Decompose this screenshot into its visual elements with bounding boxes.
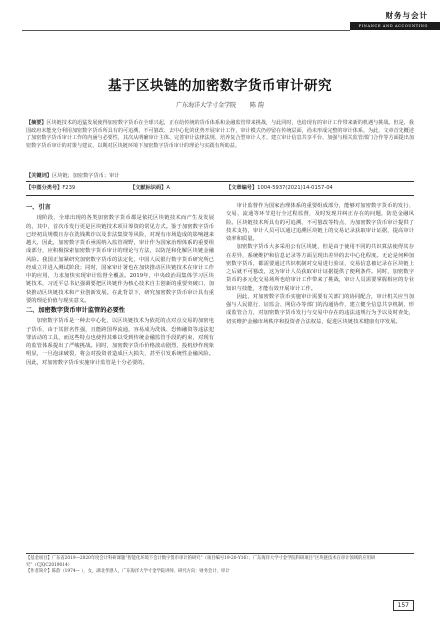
journal-name: 财务与会计: [385, 11, 428, 20]
author-affiliation: 广东海洋大学寸金学院: [176, 102, 237, 109]
paragraph: 加密数字货币大多采用公有区块链，但是由于使用不同的共识算法使得其存在差异，系统维护和信息记录等方面呈现出差异的去中心化程度。无论是何种加密数字货币，都需要通过共识机制对交易进行验证，交易信息被记录在区块链上之后就不可篡改，这为审计人员获取审计证据提供了便利条件。同时，加密数字货币的多元化交易场所也给审计工作带来了挑战，审计人员需要掌握相应的专业知识与技能，才能有效开展审计工作。: [226, 244, 414, 292]
column-right: [226, 202, 414, 326]
doc-code: [130, 182, 170, 195]
paragraph: 审计监督作为国家治理体系的重要组成部分，能够对加密数字货币的发行、交易、流通等环节进行全过程监督，及时发现并纠正存在的问题，防范金融风险。区块链技术所具有的可追溯、不可篡改等特点，为加密数字货币审计提供了技术支持，审计人员可以通过追溯区块链上的交易记录获取审计证据，提高审计效率和质量。: [226, 203, 414, 242]
fund-note: 【基金项目】广东省2019—2020年度会计科研课题“智能化环境下会计数字货币审计的研究”（项目编号19-20-Y16）；广东海洋大学寸金学院科研项目“区块链技术在审计领域的应用研究”（CJQC2019014）: [26, 556, 376, 568]
article-title: 基于区块链的加密数字货币审计研究: [108, 78, 332, 94]
section-heading-necessity: 二、加密数字货币审计监管的必要性: [26, 307, 125, 314]
column-left: [26, 202, 214, 367]
keywords-text: 区块链；加密数字货币；审计: [51, 173, 120, 179]
abstract-text: 区块链技术的迅猛发展使得加密数字货币在全球兴起，正在给传统的货币体系和金融监管带来挑战，与此同时，也给现有的审计工作带来新的机遇与挑战。但是，我国政府未能充分利用加密数字货币所具有的可追溯、不可篡改、去中心化的优势开展审计工作，审计模式仍停留在传统层面，尚未形成完整的审计体系。为此，文章首先概述了加密数字货币审计工作的内涵与必要性，其次从明确审计主体、完善审计法律法规、培养复合型审计人才、建立审计信息共享平台、加强与相关监管部门合作等方面提出加密数字货币审计的对策与建议，以期对区块链环境下加密数字货币审计的理论与实践有所助益。: [26, 120, 414, 150]
abstract-label: 【摘要】: [26, 120, 47, 126]
section-heading-intro: 一、引言: [26, 204, 51, 211]
article-number: [226, 182, 333, 195]
doc-value: A: [166, 185, 170, 191]
doi-label: 【文章编号】: [226, 185, 258, 191]
doc-label: 【文献标识码】: [130, 185, 167, 191]
author-name: 陈 韵: [250, 102, 264, 109]
paragraph: 因此，对加密数字货币实施审计需要有关部门的协同配合，审计机关应当加强与人民银行、证监会、网信办等部门的沟通协作，建立健全信息共享机制，形成监管合力，对加密数字货币发行与交易中存在的违法违规行为予以及时查处，切实维护金融市场秩序和投资者合法权益，促进区块链技术健康有序发展。: [226, 293, 414, 325]
author-line: [0, 100, 440, 109]
doi-value: 1004-5937(2021)14-0157-04: [257, 185, 333, 191]
paragraph: 现阶段，全球出现的各类加密数字货币都是依托区块链技术而产生及发展的，其中，首次币发行更是区块链技术项目筹资的常见方式。鉴于加密数字货币已经初具规模且存在洗钱欺诈以及非法集资等风险，对现有市场造成的影响越来越大，因此，加密数字货币亟需纳入监管视野，审计作为国家治理体系的重要组成部分，应积极探索加密数字货币审计的理论与方法，以防范和化解区块链金融风险。我国正加紧研究加密数字货币的法定化，中国人民银行数字货币研究所已经成立并进入测试阶段；同时，国家审计署也在加快推动区块链技术在审计工作中的应用，力求加快实现审计监督全覆盖。2019年，中央政治局集体学习区块链技术，习近平总书记强调要把区块链作为核心技术自主创新的重要突破口，加快推动区块链技术和产业创新发展。在此背景下，研究加密数字货币审计具有重要的理论价值与现实意义。: [26, 215, 214, 304]
clc-label: 【中图分类号】: [26, 185, 63, 191]
header-rule: [22, 30, 350, 31]
keywords: [26, 172, 414, 179]
page-number: 157: [393, 600, 414, 611]
paragraph: 加密数字货币是一种去中心化、以区块链技术为依托的点对点交易的加密电子货币，由于其匿名性强，且能跨国界流通，容易成为洗钱、恐怖融资等违法犯罪活动的工具，而这些特点也使得其难以受到传统金融监管手段的约束，对现有的监管体系提出了严峻挑战。同时，加密数字货币价格波动剧烈，投机炒作现象明显，一旦泡沫破裂，将会对投资者造成巨大损失，甚至引发系统性金融风险。因此，对加密数字货币实施审计监管是十分必要的。: [26, 318, 214, 366]
clc-code: [26, 182, 75, 195]
classification-line: [26, 181, 414, 196]
clc-value: F239: [62, 185, 76, 191]
author-bio: 【作者简介】陈韵（1974— ），女，湖北孝感人，广东海洋大学寸金学院讲师，研究方向：财务会计、审计: [26, 569, 230, 575]
journal-header: [0, 0, 440, 42]
keywords-label: 【关键词】: [26, 173, 52, 179]
abstract: [26, 120, 414, 151]
journal-name-en: FINANCE AND ACCOUNTING: [358, 24, 428, 28]
footnotes: [26, 553, 414, 576]
